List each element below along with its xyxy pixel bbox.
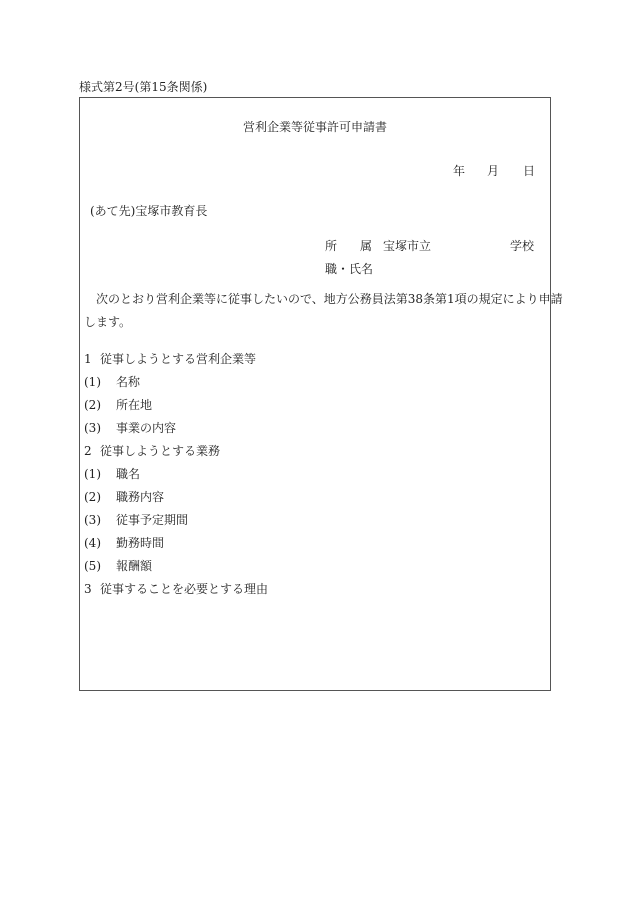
- item-number: (4): [84, 536, 101, 550]
- item-number: (3): [84, 421, 101, 435]
- list-item: [84, 444, 220, 458]
- document-title: 営利企業等従事許可申請書: [242, 120, 387, 134]
- affiliation-prefix: 宝塚市立: [383, 239, 432, 253]
- item-number: 3: [84, 582, 92, 596]
- list-item: [84, 352, 256, 366]
- body-text-line-2: します。: [84, 315, 132, 329]
- item-number: (1): [84, 375, 101, 389]
- body-text-line-1: 次のとおり営利企業等に従事したいので、地方公務員法第38条第1項の規定により申請: [96, 292, 563, 306]
- addressee: (あて先)宝塚市教育長: [90, 204, 208, 218]
- list-item: [84, 513, 188, 527]
- item-text: 従事することを必要とする理由: [100, 582, 269, 596]
- item-number: 1: [84, 352, 92, 366]
- item-number: (1): [84, 467, 101, 481]
- item-text: 所在地: [116, 398, 153, 412]
- item-text: 報酬額: [116, 559, 153, 573]
- item-text: 名称: [116, 375, 141, 389]
- list-item: [84, 559, 152, 573]
- list-item: [84, 467, 140, 481]
- list-item: [84, 398, 152, 412]
- list-item: [84, 536, 164, 550]
- affiliation-label-2: 属: [360, 239, 373, 253]
- form-label: 様式第2号(第15条関係): [79, 80, 208, 94]
- form-box: [79, 97, 551, 691]
- item-number: (2): [84, 398, 101, 412]
- list-item: [84, 582, 268, 596]
- affiliation-suffix: 学校: [510, 239, 535, 253]
- item-number: (5): [84, 559, 101, 573]
- item-number: (2): [84, 490, 101, 504]
- item-text: 事業の内容: [116, 421, 177, 435]
- list-item: [84, 490, 164, 504]
- item-text: 従事予定期間: [116, 513, 189, 527]
- item-text: 勤務時間: [116, 536, 165, 550]
- date-day-label: 日: [523, 164, 536, 178]
- item-number: 2: [84, 444, 92, 458]
- date-month-label: 月: [487, 164, 500, 178]
- affiliation-label-1: 所: [325, 239, 338, 253]
- item-text: 職務内容: [116, 490, 165, 504]
- item-number: (3): [84, 513, 101, 527]
- list-item: [84, 375, 140, 389]
- item-text: 従事しようとする業務: [100, 444, 221, 458]
- item-text: 従事しようとする営利企業等: [100, 352, 257, 366]
- date-year-label: 年: [453, 164, 466, 178]
- item-text: 職名: [116, 467, 141, 481]
- list-item: [84, 421, 176, 435]
- position-name-label: 職・氏名: [325, 262, 374, 276]
